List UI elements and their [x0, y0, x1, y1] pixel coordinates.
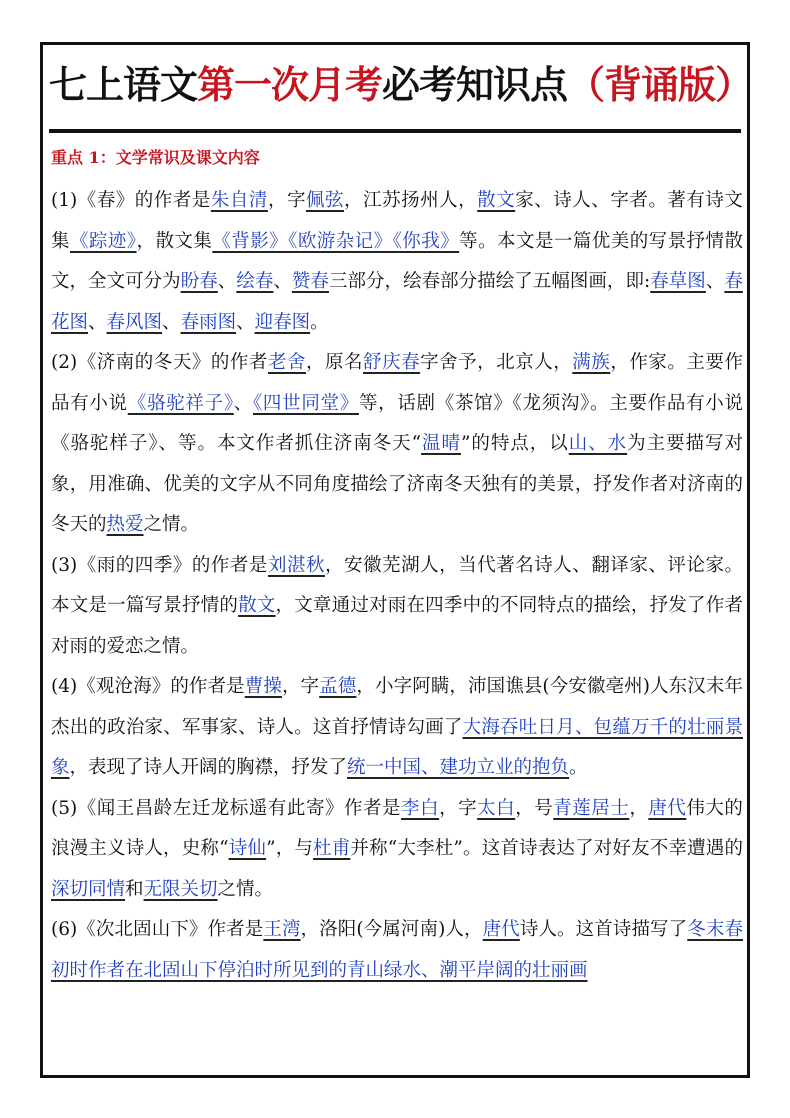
document-page: [40, 42, 753, 1078]
text-segment: 三部分，绘春部分描绘了五幅图画，即:: [328, 271, 651, 292]
text-segment: ，字: [439, 797, 478, 819]
text-segment: (2)《济南的冬天》的作者: [51, 352, 268, 373]
text-segment: 等。本文是一篇优美的写景抒情散文，全文可分为: [51, 230, 743, 292]
text-segment: (4)《观沧海》的作者是: [51, 676, 245, 697]
text-segment: 、: [705, 271, 725, 292]
title-part-3: 必考知识点: [382, 62, 568, 107]
key-answer: 散文: [477, 190, 516, 211]
document-body: [51, 181, 743, 991]
key-answer: 无限关切: [143, 878, 218, 900]
title-divider: [49, 129, 741, 133]
text-segment: 和: [125, 878, 144, 900]
text-segment: ，作家。主要作品有小说: [51, 352, 743, 414]
text-segment: 并称“大李杜”。这首诗表达了对好友不幸遭遇的: [350, 838, 743, 859]
key-answer: 满族: [572, 352, 611, 373]
text-segment: 家、诗人、字者。著有诗文集: [51, 190, 743, 252]
text-segment: (5)《闻王昌龄左迁龙标遥有此寄》作者是: [51, 797, 402, 819]
text-segment: 伟大的浪漫主义诗人，史称“: [51, 797, 743, 859]
paragraph-3: [51, 546, 743, 668]
key-answer: 李白: [401, 797, 440, 819]
text-segment: ，: [629, 797, 649, 819]
key-answer: 太白: [477, 797, 516, 819]
text-segment: ，洛阳(今属河南)人，: [300, 919, 483, 940]
text-segment: ，字: [281, 676, 320, 697]
key-answer: 绘春: [236, 271, 274, 292]
key-answer: 杜甫: [313, 838, 351, 859]
text-segment: ”的特点，以: [460, 433, 569, 454]
text-segment: ，原名: [305, 352, 364, 373]
text-segment: 之情。: [217, 878, 274, 900]
title-part-1: 七上语文: [49, 62, 198, 107]
key-answer: 大海吞吐日月、包蕴万千的壮丽景象: [51, 716, 743, 778]
key-answer: 春风图: [106, 311, 163, 333]
key-answer: 唐代: [648, 797, 687, 819]
text-segment: (3)《雨的四季》的作者是: [51, 554, 268, 576]
text-segment: (6)《次北固山下》作者是: [51, 919, 264, 940]
text-segment: 等，话剧《茶馆》《龙须沟》。主要作品有小说《骆驼样子》、等。本文作者抓住济南冬天“: [51, 392, 743, 454]
text-segment: ，表现了诗人开阔的胸襟，抒发了: [69, 757, 348, 778]
text-segment: ，散文集: [136, 230, 213, 252]
text-segment: 、: [236, 311, 255, 333]
text-segment: 、: [162, 311, 181, 333]
text-segment: (1)《春》的作者是: [51, 190, 211, 211]
text-segment: ，号: [515, 797, 554, 819]
key-answer: 春雨图: [180, 311, 237, 333]
key-answer: 迎春图: [254, 311, 311, 333]
key-answer: 佩弦: [305, 190, 345, 211]
text-segment: ”，与: [266, 838, 314, 859]
key-answer: 统一中国、建功立业的抱负: [347, 757, 570, 778]
section-heading: 重点 1：文学常识及课文内容: [51, 148, 260, 167]
paragraph-1: [51, 181, 743, 343]
key-answer: 温晴: [421, 433, 461, 454]
key-answer: 山、水: [568, 433, 628, 454]
key-answer: 刘湛秋: [267, 554, 326, 576]
key-answer: 深切同情: [51, 878, 126, 900]
title-part-2: 第一次月考: [197, 62, 383, 107]
key-answer: 《背影》《欧游杂记》《你我》: [212, 230, 460, 252]
text-segment: 、: [273, 271, 292, 292]
paragraph-5: [51, 789, 743, 911]
text-segment: ，小字阿瞒，沛国谯县(今安徽亳州)人东汉末年杰出的政治家、军事家、诗人。这首抒情诗勾画了: [51, 676, 743, 738]
key-answer: 春草图: [650, 271, 706, 292]
paragraph-6: [51, 910, 743, 991]
text-segment: 诗人。这首诗描写了: [519, 919, 688, 940]
text-segment: ，字: [267, 190, 306, 211]
text-segment: 之情。: [143, 514, 200, 535]
text-segment: 为主要描写对象，用准确、优美的文字从不同角度描绘了济南冬天独有的美景，抒发作者对济南的冬天的: [51, 433, 743, 535]
key-answer: 散文: [238, 595, 276, 616]
key-answer: 诗仙: [228, 838, 267, 859]
key-answer: 青莲居士: [553, 797, 630, 819]
title-part-4: （背诵版）: [567, 62, 753, 107]
text-segment: 。: [569, 757, 588, 778]
key-answer: 孟德: [319, 676, 357, 697]
key-answer: 朱自清: [210, 190, 268, 211]
text-segment: ，江苏扬州人，: [344, 190, 478, 211]
key-answer: 老舍: [267, 352, 306, 373]
key-answer: 《踪迹》: [69, 230, 137, 252]
text-segment: ，安徽芜湖人，当代著名诗人、翻译家、评论家。本文是一篇写景抒情的: [51, 554, 743, 616]
text-segment: ，文章通过对雨在四季中的不同特点的描绘，抒发了作者对雨的爱恋之情。: [51, 595, 743, 657]
key-answer: 《骆驼祥子》: [127, 392, 234, 414]
key-answer: 盼春: [180, 271, 218, 292]
key-answer: 唐代: [482, 919, 520, 940]
key-answer: 舒庆春: [363, 352, 421, 373]
text-segment: 、: [88, 311, 107, 333]
text-segment: 。: [310, 311, 329, 333]
key-answer: 曹操: [244, 676, 282, 697]
key-answer: 冬末春初时作者在北固山下停泊时所见到的青山绿水、潮平岸阔的壮丽画: [51, 919, 743, 981]
key-answer: 《四世同堂》: [252, 392, 359, 414]
key-answer: 春花图: [51, 271, 743, 333]
text-segment: 、: [233, 392, 253, 414]
key-answer: 王湾: [263, 919, 301, 940]
paragraph-4: [51, 667, 743, 789]
page-title: [49, 53, 753, 117]
text-segment: 、: [217, 271, 237, 292]
paragraph-2: [51, 343, 743, 546]
key-answer: 赞春: [291, 271, 329, 292]
key-answer: 热爱: [106, 514, 144, 535]
text-segment: 字舍予，北京人，: [420, 352, 573, 373]
